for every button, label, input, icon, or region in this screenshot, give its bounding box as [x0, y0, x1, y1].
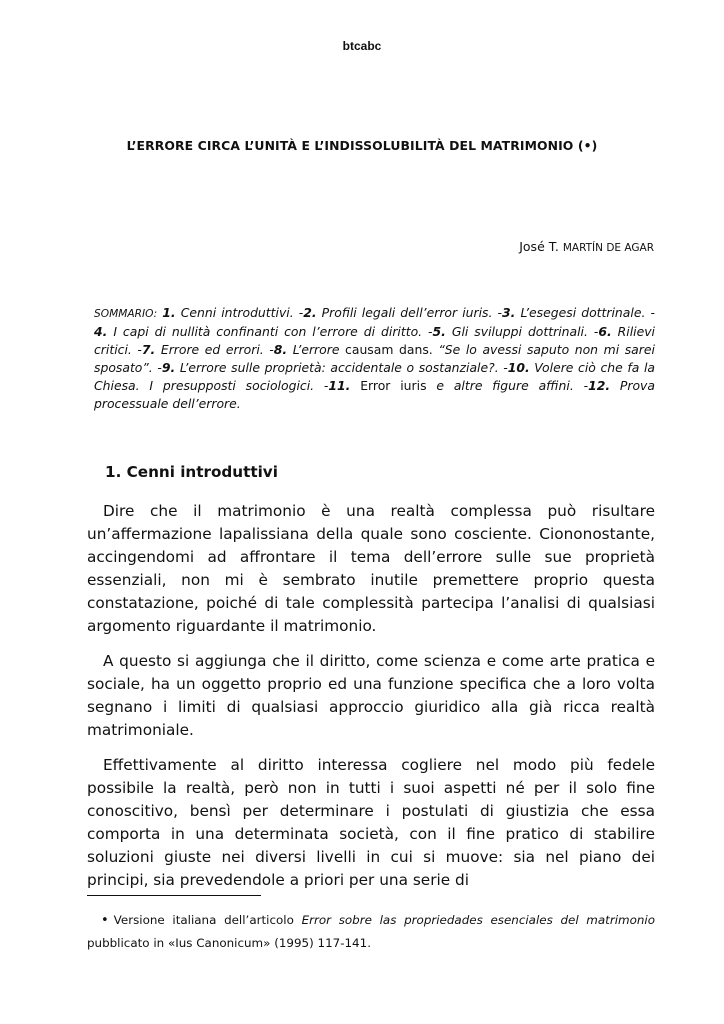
paragraph: Dire che il matrimonio è una realtà complessa può risultare un’affermazione lapalissiana della quale sono cosciente. Ciononostante, accingendomi ad affrontare il tema dell’errore sulle sue proprietà essenziali, non mi è sembrato inutile premettere proprio questa constatazione, poiché di tale complessità partecipa l’analisi di qualsiasi argomento riguardante il matrimonio. — [87, 502, 655, 635]
summary-upright-error: Error iuris — [360, 378, 427, 393]
summary-item-number: 6. — [598, 324, 612, 339]
paragraph: Effettivamente al diritto interessa cogliere nel modo più fedele possibile la realtà, però non in tutti i suoi aspetti né per il solo fine conoscitivo, bensì per determinare i postulati di giustizia che essa comporta in una determinata società, con il fine pratico di stabilire soluzioni giuste nei diversi livelli in cui si muove: sia nel piano dei principi, sia prevedendole a priori per una serie di — [87, 756, 655, 889]
summary-item-text: L’errore sulle proprietà: accidentale o sostanziale?. - — [179, 360, 508, 375]
body-text — [87, 500, 655, 904]
summary-item-text: Cenni introduttivi. - — [180, 305, 304, 320]
footnote-cited-title: Error sobre las propriedades esenciales del matrimonio — [301, 913, 656, 927]
footnote-source: pubblicato in «Ius Canonicum» (1995) 117-141. — [87, 936, 371, 950]
summary-item-number: 2. — [303, 305, 317, 320]
summary-item-number: 12. — [588, 378, 611, 393]
summary-lead: SOMMARIO: — [94, 308, 158, 320]
author-last-name: MARTÍN DE AGAR — [562, 242, 654, 254]
summary-item-text: I capi di nullità confinanti con l’errore di diritto. - — [113, 324, 433, 339]
footnote — [87, 909, 655, 954]
summary — [94, 304, 655, 413]
summary-item-number: 7. — [141, 342, 156, 357]
summary-item-number: 3. — [502, 305, 516, 320]
footnote-text: Versione italiana dell’articolo — [113, 913, 294, 927]
summary-item-text: L’esegesi dottrinale. - — [520, 305, 655, 320]
footnote-mark: • — [101, 913, 109, 928]
document-title: L’ERRORE CIRCA L’UNITÀ E L’INDISSOLUBILITÀ DEL MATRIMONIO (•) — [126, 138, 598, 153]
summary-item-text: Errore ed errori. - — [160, 342, 274, 357]
summary-item-number: 10. — [507, 360, 530, 375]
summary-item-text: e altre figure affini. - — [436, 378, 589, 393]
summary-item-text: Prova processuale dell’errore. — [94, 378, 655, 411]
summary-item-text: Profili legali dell’error iuris. - — [321, 305, 502, 320]
summary-item-number: 1. — [162, 305, 176, 320]
summary-item-number: 11. — [328, 378, 351, 393]
summary-item-number: 8. — [273, 342, 288, 357]
page-header: btcabc — [342, 39, 382, 53]
summary-quote: “Se lo avessi saputo non mi sarei sposato”. - — [94, 342, 655, 375]
summary-item-number: 9. — [161, 360, 176, 375]
summary-item-text: Rilievi critici. - — [94, 324, 655, 357]
summary-item-text: Gli sviluppi dottrinali. - — [451, 324, 599, 339]
author — [519, 239, 654, 254]
author-first-name: José T. — [519, 239, 559, 254]
section-heading: 1. Cenni introduttivi — [105, 463, 278, 481]
summary-item-number: 4. — [94, 324, 108, 339]
summary-item-number: 5. — [432, 324, 446, 339]
summary-item-text: Volere ciò che fa la Chiesa. I presupposti sociologici. - — [94, 360, 655, 393]
footnote-separator — [87, 895, 261, 896]
summary-upright-causam: causam dans. — [345, 342, 433, 357]
summary-item-text: L’errore — [292, 342, 340, 357]
paragraph: A questo si aggiunga che il diritto, come scienza e come arte pratica e sociale, ha un oggetto proprio ed una funzione specifica che a loro volta segnano i limiti di qualsiasi approccio giuridico alla già ricca realtà matrimoniale. — [87, 652, 655, 739]
